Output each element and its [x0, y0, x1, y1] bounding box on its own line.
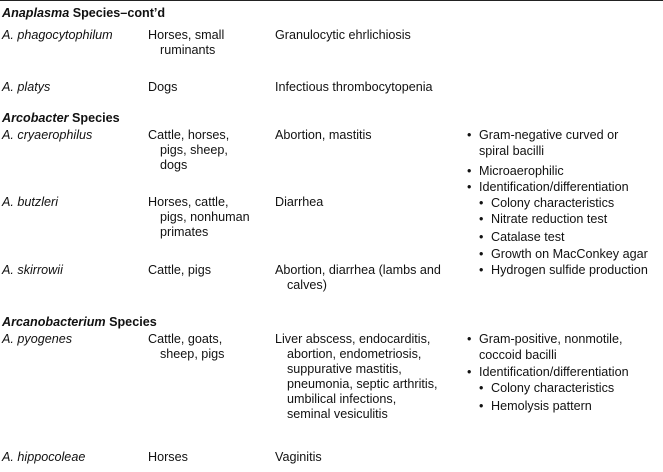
host-cell: Cattle, horses, pigs, sheep, dogs: [148, 128, 230, 172]
section-heading-arcanobacterium: Arcanobacterium Species: [2, 315, 157, 329]
species-name: A. cryaerophilus: [2, 128, 93, 142]
disease-cell: Infectious thrombocytopenia: [275, 80, 433, 94]
disease-cell: Diarrhea: [275, 195, 324, 209]
top-rule: [0, 0, 663, 1]
species-name: A. phagocytophilum: [2, 28, 113, 42]
note-item: • Microaerophilic: [467, 164, 564, 178]
note-item: • Identification/differentiation: [467, 365, 629, 379]
section-heading-arcobacter: Arcobacter Species: [2, 111, 120, 125]
note-subitem: • Colony characteristics: [479, 381, 615, 395]
note-subitem: • Hemolysis pattern: [479, 399, 592, 413]
note-item: • Gram-positive, nonmotile,: [467, 332, 623, 346]
note-subitem: • Nitrate reduction test: [479, 212, 608, 226]
note-subitem: • Growth on MacConkey agar: [479, 247, 648, 261]
host-cell: Cattle, pigs: [148, 263, 211, 277]
host-cell: Horses, small ruminants: [148, 28, 225, 57]
disease-cell: Liver abscess, endocarditis, abortion, endometriosis, suppurative mastitis, pneumonia, septic arthritis, umbilical infections, seminal vesiculitis: [275, 332, 438, 421]
species-name: A. butzleri: [2, 195, 58, 209]
disease-cell: Vaginitis: [275, 450, 322, 464]
disease-cell: Granulocytic ehrlichiosis: [275, 28, 411, 42]
note-item: • Gram-negative curved or: [467, 128, 619, 142]
species-name: A. pyogenes: [2, 332, 73, 346]
species-name: A. skirrowii: [2, 263, 63, 277]
note-item-continued: coccoid bacilli: [479, 348, 557, 362]
host-cell: Cattle, goats, sheep, pigs: [148, 332, 225, 361]
species-name: A. platys: [2, 80, 51, 94]
host-cell: Horses, cattle, pigs, nonhuman primates: [148, 195, 250, 239]
host-cell: Dogs: [148, 80, 178, 94]
note-subitem: • Hydrogen sulfide production: [479, 263, 648, 277]
note-item-continued: spiral bacilli: [479, 144, 545, 158]
note-subitem: • Colony characteristics: [479, 196, 615, 210]
note-subitem: • Catalase test: [479, 230, 565, 244]
note-item: • Identification/differentiation: [467, 180, 629, 194]
host-cell: Horses: [148, 450, 188, 464]
disease-cell: Abortion, diarrhea (lambs and calves): [275, 263, 441, 292]
species-name: A. hippocoleae: [2, 450, 86, 464]
section-heading-anaplasma: Anaplasma Species–cont’d: [2, 6, 166, 20]
disease-cell: Abortion, mastitis: [275, 128, 372, 142]
